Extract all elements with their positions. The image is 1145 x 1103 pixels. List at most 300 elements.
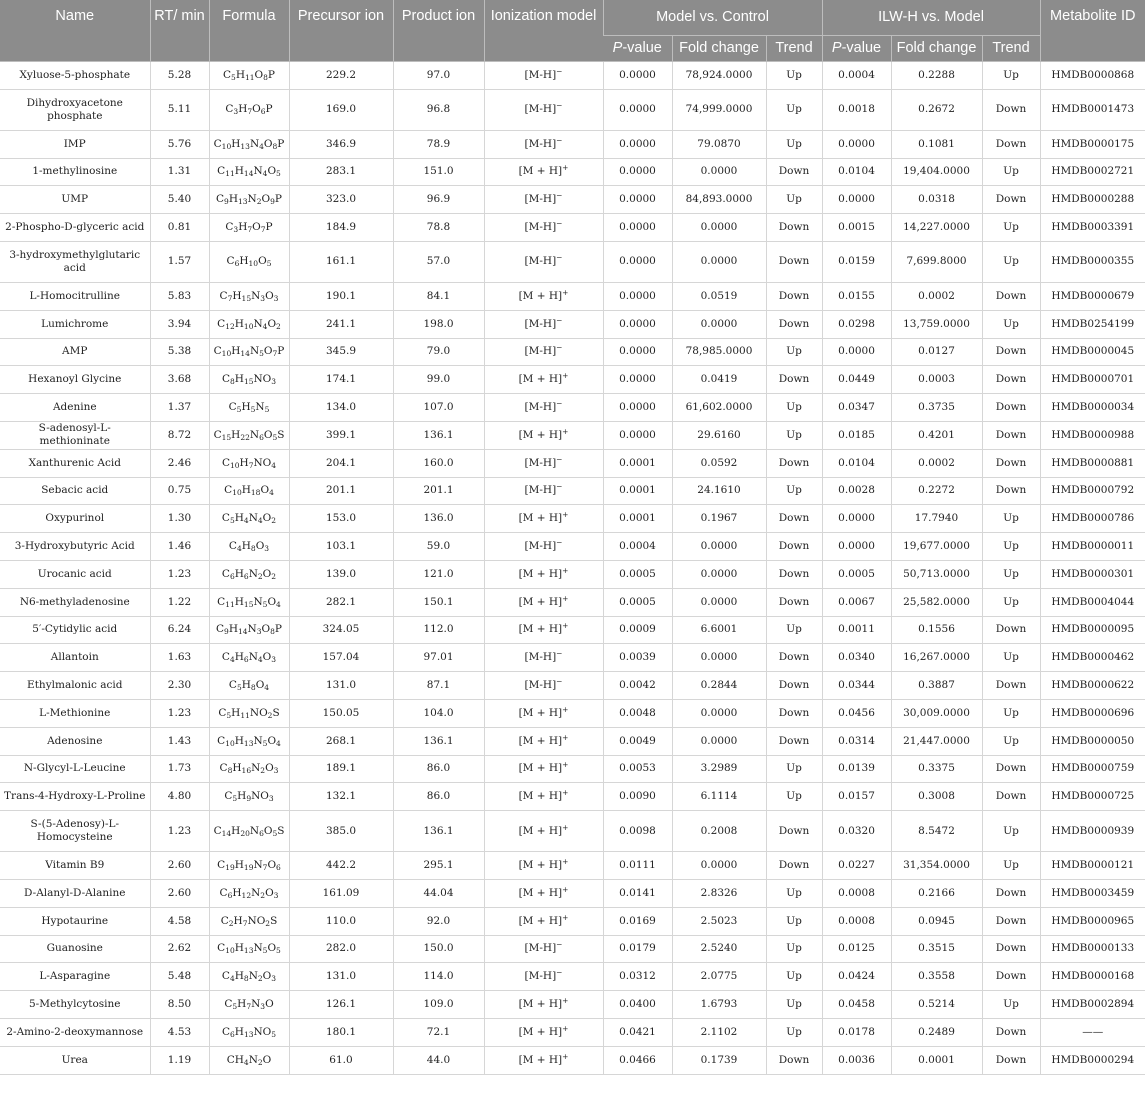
cell-trend-1: Up bbox=[766, 1018, 822, 1046]
table-row bbox=[0, 366, 1145, 394]
cell-formula: $C_{10}H_{13}N_5O_4$ bbox=[209, 727, 289, 755]
table-row bbox=[0, 310, 1145, 338]
cell-fold-change-1: 79.0870 bbox=[672, 130, 766, 158]
cell-p-value-1: 0.0049 bbox=[603, 727, 672, 755]
cell-trend-2: Down bbox=[982, 186, 1040, 214]
cell-ionization: [M + H]+ bbox=[484, 755, 603, 783]
cell-p-value-2: 0.0067 bbox=[822, 588, 891, 616]
cell-ionization: [M-H]− bbox=[484, 130, 603, 158]
cell-p-value-1: 0.0000 bbox=[603, 310, 672, 338]
cell-fold-change-2: 0.3008 bbox=[891, 783, 982, 811]
cell-trend-2: Down bbox=[982, 935, 1040, 963]
cell-ionization: [M-H]− bbox=[484, 394, 603, 422]
cell-trend-2: Up bbox=[982, 644, 1040, 672]
cell-precursor-ion: 131.0 bbox=[289, 963, 393, 991]
cell-p-value-2: 0.0159 bbox=[822, 241, 891, 282]
header-trend-2: Trend bbox=[982, 36, 1040, 62]
cell-p-value-1: 0.0048 bbox=[603, 699, 672, 727]
cell-metabolite-id: HMDB0000881 bbox=[1040, 449, 1145, 477]
cell-precursor-ion: 134.0 bbox=[289, 394, 393, 422]
cell-ionization: [M + H]+ bbox=[484, 811, 603, 852]
cell-p-value-1: 0.0042 bbox=[603, 672, 672, 700]
cell-p-value-2: 0.0000 bbox=[822, 186, 891, 214]
cell-fold-change-1: 78,985.0000 bbox=[672, 338, 766, 366]
cell-fold-change-2: 0.3887 bbox=[891, 672, 982, 700]
cell-fold-change-1: 0.0000 bbox=[672, 158, 766, 186]
table-row bbox=[0, 89, 1145, 130]
cell-name: 2-Amino-2-deoxymannose bbox=[0, 1018, 150, 1046]
cell-formula: $C_6H_{12}N_2O_3$ bbox=[209, 879, 289, 907]
cell-trend-2: Down bbox=[982, 783, 1040, 811]
cell-trend-1: Up bbox=[766, 186, 822, 214]
cell-formula: $C_4H_8O_3$ bbox=[209, 533, 289, 561]
cell-fold-change-2: 31,354.0000 bbox=[891, 852, 982, 880]
cell-rt: 1.46 bbox=[150, 533, 209, 561]
cell-rt: 1.19 bbox=[150, 1046, 209, 1074]
table-row bbox=[0, 616, 1145, 644]
cell-name: D-Alanyl-D-Alanine bbox=[0, 879, 150, 907]
cell-ionization: [M-H]− bbox=[484, 533, 603, 561]
cell-p-value-1: 0.0466 bbox=[603, 1046, 672, 1074]
cell-p-value-1: 0.0000 bbox=[603, 366, 672, 394]
cell-rt: 1.23 bbox=[150, 811, 209, 852]
cell-name: N-Glycyl-L-Leucine bbox=[0, 755, 150, 783]
table-row bbox=[0, 62, 1145, 90]
cell-ionization: [M + H]+ bbox=[484, 616, 603, 644]
cell-fold-change-2: 19,404.0000 bbox=[891, 158, 982, 186]
cell-product-ion: 104.0 bbox=[393, 699, 484, 727]
cell-p-value-2: 0.0015 bbox=[822, 214, 891, 242]
cell-p-value-1: 0.0169 bbox=[603, 907, 672, 935]
cell-ionization: [M + H]+ bbox=[484, 588, 603, 616]
cell-p-value-1: 0.0000 bbox=[603, 158, 672, 186]
table-row bbox=[0, 879, 1145, 907]
cell-p-value-2: 0.0000 bbox=[822, 130, 891, 158]
cell-trend-2: Up bbox=[982, 214, 1040, 242]
cell-trend-1: Up bbox=[766, 755, 822, 783]
cell-trend-2: Up bbox=[982, 62, 1040, 90]
cell-p-value-2: 0.0185 bbox=[822, 421, 891, 449]
cell-metabolite-id: HMDB0002721 bbox=[1040, 158, 1145, 186]
cell-ionization: [M-H]− bbox=[484, 963, 603, 991]
cell-precursor-ion: 385.0 bbox=[289, 811, 393, 852]
cell-fold-change-1: 0.0000 bbox=[672, 699, 766, 727]
cell-fold-change-2: 0.1081 bbox=[891, 130, 982, 158]
cell-formula: $C_6H_6N_2O_2$ bbox=[209, 560, 289, 588]
table-row bbox=[0, 282, 1145, 310]
table-header bbox=[0, 0, 1145, 62]
cell-fold-change-1: 0.0000 bbox=[672, 533, 766, 561]
cell-name: Vitamin B9 bbox=[0, 852, 150, 880]
cell-rt: 5.11 bbox=[150, 89, 209, 130]
cell-formula: $C_4H_8N_2O_3$ bbox=[209, 963, 289, 991]
cell-product-ion: 114.0 bbox=[393, 963, 484, 991]
cell-formula: $C_7H_{15}N_3O_3$ bbox=[209, 282, 289, 310]
cell-product-ion: 96.9 bbox=[393, 186, 484, 214]
cell-product-ion: 44.04 bbox=[393, 879, 484, 907]
cell-product-ion: 78.8 bbox=[393, 214, 484, 242]
cell-product-ion: 86.0 bbox=[393, 783, 484, 811]
cell-trend-2: Down bbox=[982, 907, 1040, 935]
cell-fold-change-1: 0.2008 bbox=[672, 811, 766, 852]
cell-ionization: [M-H]− bbox=[484, 672, 603, 700]
cell-formula: $CH_4N_2O$ bbox=[209, 1046, 289, 1074]
cell-product-ion: 57.0 bbox=[393, 241, 484, 282]
cell-name: Hexanoyl Glycine bbox=[0, 366, 150, 394]
cell-fold-change-1: 29.6160 bbox=[672, 421, 766, 449]
cell-ionization: [M + H]+ bbox=[484, 699, 603, 727]
cell-formula: $C_4H_6N_4O_3$ bbox=[209, 644, 289, 672]
cell-precursor-ion: 132.1 bbox=[289, 783, 393, 811]
cell-name: Guanosine bbox=[0, 935, 150, 963]
cell-fold-change-1: 84,893.0000 bbox=[672, 186, 766, 214]
cell-trend-1: Up bbox=[766, 130, 822, 158]
cell-product-ion: 44.0 bbox=[393, 1046, 484, 1074]
cell-trend-2: Up bbox=[982, 310, 1040, 338]
cell-precursor-ion: 126.1 bbox=[289, 991, 393, 1019]
cell-fold-change-2: 0.2489 bbox=[891, 1018, 982, 1046]
table-row bbox=[0, 421, 1145, 449]
cell-trend-1: Down bbox=[766, 852, 822, 880]
cell-fold-change-2: 50,713.0000 bbox=[891, 560, 982, 588]
cell-trend-2: Down bbox=[982, 366, 1040, 394]
cell-fold-change-1: 0.0419 bbox=[672, 366, 766, 394]
cell-fold-change-1: 0.1739 bbox=[672, 1046, 766, 1074]
table-row bbox=[0, 449, 1145, 477]
cell-precursor-ion: 282.0 bbox=[289, 935, 393, 963]
cell-trend-1: Up bbox=[766, 394, 822, 422]
cell-trend-1: Up bbox=[766, 89, 822, 130]
cell-name: Allantoin bbox=[0, 644, 150, 672]
cell-ionization: [M-H]− bbox=[484, 644, 603, 672]
cell-metabolite-id: HMDB0000701 bbox=[1040, 366, 1145, 394]
cell-metabolite-id: HMDB0000288 bbox=[1040, 186, 1145, 214]
cell-trend-1: Up bbox=[766, 616, 822, 644]
cell-trend-2: Down bbox=[982, 755, 1040, 783]
header-trend-1: Trend bbox=[766, 36, 822, 62]
cell-name: 2-Phospho-D-glyceric acid bbox=[0, 214, 150, 242]
cell-metabolite-id: HMDB0000696 bbox=[1040, 699, 1145, 727]
cell-fold-change-1: 0.0592 bbox=[672, 449, 766, 477]
cell-product-ion: 112.0 bbox=[393, 616, 484, 644]
cell-formula: $C_{15}H_{22}N_6O_5S$ bbox=[209, 421, 289, 449]
cell-fold-change-1: 0.0000 bbox=[672, 852, 766, 880]
cell-name: 5′-Cytidylic acid bbox=[0, 616, 150, 644]
cell-fold-change-2: 19,677.0000 bbox=[891, 533, 982, 561]
cell-p-value-1: 0.0000 bbox=[603, 421, 672, 449]
cell-rt: 1.57 bbox=[150, 241, 209, 282]
cell-precursor-ion: 174.1 bbox=[289, 366, 393, 394]
cell-trend-2: Up bbox=[982, 533, 1040, 561]
cell-rt: 2.30 bbox=[150, 672, 209, 700]
cell-rt: 6.24 bbox=[150, 616, 209, 644]
cell-trend-1: Down bbox=[766, 1046, 822, 1074]
cell-trend-2: Up bbox=[982, 241, 1040, 282]
cell-name: IMP bbox=[0, 130, 150, 158]
cell-ionization: [M + H]+ bbox=[484, 560, 603, 588]
cell-p-value-1: 0.0001 bbox=[603, 477, 672, 505]
cell-p-value-1: 0.0000 bbox=[603, 241, 672, 282]
cell-trend-1: Down bbox=[766, 727, 822, 755]
cell-ionization: [M + H]+ bbox=[484, 158, 603, 186]
cell-ionization: [M + H]+ bbox=[484, 505, 603, 533]
cell-precursor-ion: 169.0 bbox=[289, 89, 393, 130]
cell-fold-change-2: 0.3515 bbox=[891, 935, 982, 963]
cell-fold-change-1: 0.0000 bbox=[672, 214, 766, 242]
cell-name: S-(5-Adenosy)-L-Homocysteine bbox=[0, 811, 150, 852]
cell-fold-change-2: 0.2272 bbox=[891, 477, 982, 505]
cell-p-value-1: 0.0053 bbox=[603, 755, 672, 783]
cell-formula: $C_{10}H_7NO_4$ bbox=[209, 449, 289, 477]
cell-name: 3-Hydroxybutyric Acid bbox=[0, 533, 150, 561]
cell-name: 1-methylinosine bbox=[0, 158, 150, 186]
cell-trend-1: Up bbox=[766, 338, 822, 366]
cell-formula: $C_{10}H_{14}N_5O_7P$ bbox=[209, 338, 289, 366]
cell-fold-change-2: 0.0127 bbox=[891, 338, 982, 366]
cell-fold-change-2: 13,759.0000 bbox=[891, 310, 982, 338]
cell-product-ion: 79.0 bbox=[393, 338, 484, 366]
cell-trend-2: Down bbox=[982, 879, 1040, 907]
cell-rt: 3.94 bbox=[150, 310, 209, 338]
cell-p-value-2: 0.0458 bbox=[822, 991, 891, 1019]
cell-p-value-2: 0.0000 bbox=[822, 533, 891, 561]
cell-trend-2: Up bbox=[982, 699, 1040, 727]
cell-p-value-1: 0.0312 bbox=[603, 963, 672, 991]
cell-trend-2: Down bbox=[982, 394, 1040, 422]
cell-precursor-ion: 110.0 bbox=[289, 907, 393, 935]
cell-formula: $C_{10}H_{18}O_4$ bbox=[209, 477, 289, 505]
cell-trend-1: Up bbox=[766, 879, 822, 907]
cell-metabolite-id: HMDB0000095 bbox=[1040, 616, 1145, 644]
cell-metabolite-id: HMDB0000301 bbox=[1040, 560, 1145, 588]
cell-name: L-Asparagine bbox=[0, 963, 150, 991]
cell-rt: 1.73 bbox=[150, 755, 209, 783]
cell-trend-2: Down bbox=[982, 477, 1040, 505]
cell-fold-change-1: 2.1102 bbox=[672, 1018, 766, 1046]
cell-product-ion: 160.0 bbox=[393, 449, 484, 477]
cell-metabolite-id: HMDB0000679 bbox=[1040, 282, 1145, 310]
cell-precursor-ion: 268.1 bbox=[289, 727, 393, 755]
cell-trend-1: Up bbox=[766, 963, 822, 991]
cell-p-value-2: 0.0340 bbox=[822, 644, 891, 672]
cell-product-ion: 150.0 bbox=[393, 935, 484, 963]
cell-formula: $C_{11}H_{15}N_5O_4$ bbox=[209, 588, 289, 616]
cell-name: Adenosine bbox=[0, 727, 150, 755]
cell-precursor-ion: 346.9 bbox=[289, 130, 393, 158]
header-rt: RT/ min bbox=[150, 0, 209, 62]
header-fold-change-1: Fold change bbox=[672, 36, 766, 62]
table-row bbox=[0, 672, 1145, 700]
cell-rt: 4.80 bbox=[150, 783, 209, 811]
cell-p-value-1: 0.0000 bbox=[603, 214, 672, 242]
cell-metabolite-id: HMDB0000011 bbox=[1040, 533, 1145, 561]
cell-ionization: [M-H]− bbox=[484, 89, 603, 130]
cell-ionization: [M + H]+ bbox=[484, 282, 603, 310]
cell-fold-change-2: 0.2288 bbox=[891, 62, 982, 90]
cell-metabolite-id: HMDB0000355 bbox=[1040, 241, 1145, 282]
cell-name: L-Methionine bbox=[0, 699, 150, 727]
cell-p-value-2: 0.0004 bbox=[822, 62, 891, 90]
cell-metabolite-id: HMDB0000939 bbox=[1040, 811, 1145, 852]
cell-p-value-2: 0.0125 bbox=[822, 935, 891, 963]
cell-ionization: [M-H]− bbox=[484, 186, 603, 214]
cell-trend-2: Down bbox=[982, 421, 1040, 449]
cell-metabolite-id: HMDB0003391 bbox=[1040, 214, 1145, 242]
cell-ionization: [M-H]− bbox=[484, 214, 603, 242]
cell-metabolite-id: HMDB0000034 bbox=[1040, 394, 1145, 422]
cell-trend-1: Down bbox=[766, 241, 822, 282]
cell-rt: 5.28 bbox=[150, 62, 209, 90]
cell-p-value-2: 0.0456 bbox=[822, 699, 891, 727]
cell-p-value-2: 0.0008 bbox=[822, 907, 891, 935]
cell-fold-change-1: 0.0000 bbox=[672, 560, 766, 588]
table-row bbox=[0, 186, 1145, 214]
cell-fold-change-2: 0.3375 bbox=[891, 755, 982, 783]
cell-precursor-ion: 189.1 bbox=[289, 755, 393, 783]
cell-rt: 1.31 bbox=[150, 158, 209, 186]
cell-p-value-1: 0.0001 bbox=[603, 505, 672, 533]
cell-ionization: [M-H]− bbox=[484, 935, 603, 963]
cell-formula: $C_5H_4N_4O_2$ bbox=[209, 505, 289, 533]
cell-precursor-ion: 324.05 bbox=[289, 616, 393, 644]
cell-trend-2: Down bbox=[982, 282, 1040, 310]
cell-ionization: [M-H]− bbox=[484, 477, 603, 505]
cell-trend-1: Down bbox=[766, 282, 822, 310]
cell-fold-change-2: 17.7940 bbox=[891, 505, 982, 533]
cell-rt: 8.72 bbox=[150, 421, 209, 449]
cell-p-value-1: 0.0004 bbox=[603, 533, 672, 561]
cell-rt: 4.58 bbox=[150, 907, 209, 935]
cell-metabolite-id: HMDB0000050 bbox=[1040, 727, 1145, 755]
cell-fold-change-2: 16,267.0000 bbox=[891, 644, 982, 672]
table-body bbox=[0, 62, 1145, 1075]
cell-p-value-2: 0.0298 bbox=[822, 310, 891, 338]
cell-metabolite-id: HMDB0002894 bbox=[1040, 991, 1145, 1019]
cell-trend-1: Down bbox=[766, 310, 822, 338]
table-row bbox=[0, 214, 1145, 242]
cell-trend-2: Down bbox=[982, 963, 1040, 991]
header-product-ion: Product ion bbox=[393, 0, 484, 62]
cell-trend-2: Down bbox=[982, 616, 1040, 644]
cell-formula: $C_5H_{11}NO_2S$ bbox=[209, 699, 289, 727]
cell-fold-change-1: 0.2844 bbox=[672, 672, 766, 700]
cell-fold-change-2: 0.5214 bbox=[891, 991, 982, 1019]
cell-fold-change-2: 21,447.0000 bbox=[891, 727, 982, 755]
cell-product-ion: 107.0 bbox=[393, 394, 484, 422]
cell-ionization: [M + H]+ bbox=[484, 727, 603, 755]
cell-fold-change-1: 78,924.0000 bbox=[672, 62, 766, 90]
cell-precursor-ion: 161.1 bbox=[289, 241, 393, 282]
cell-fold-change-2: 0.4201 bbox=[891, 421, 982, 449]
cell-name: Oxypurinol bbox=[0, 505, 150, 533]
cell-trend-1: Down bbox=[766, 560, 822, 588]
cell-rt: 5.40 bbox=[150, 186, 209, 214]
cell-p-value-2: 0.0005 bbox=[822, 560, 891, 588]
cell-formula: $C_{14}H_{20}N_6O_5S$ bbox=[209, 811, 289, 852]
cell-name: Xanthurenic Acid bbox=[0, 449, 150, 477]
cell-trend-2: Up bbox=[982, 811, 1040, 852]
cell-rt: 1.23 bbox=[150, 560, 209, 588]
cell-name: Urea bbox=[0, 1046, 150, 1074]
cell-formula: $C_{19}H_{19}N_7O_6$ bbox=[209, 852, 289, 880]
cell-name: Sebacic acid bbox=[0, 477, 150, 505]
cell-rt: 8.50 bbox=[150, 991, 209, 1019]
cell-name: 5-Methylcytosine bbox=[0, 991, 150, 1019]
cell-formula: $C_3H_7O_6P$ bbox=[209, 89, 289, 130]
cell-ionization: [M + H]+ bbox=[484, 991, 603, 1019]
header-model-vs-control: Model vs. Control bbox=[603, 0, 822, 36]
cell-formula: $C_5H_{11}O_8P$ bbox=[209, 62, 289, 90]
cell-trend-1: Down bbox=[766, 449, 822, 477]
cell-rt: 2.46 bbox=[150, 449, 209, 477]
cell-metabolite-id: HMDB0000462 bbox=[1040, 644, 1145, 672]
cell-rt: 1.43 bbox=[150, 727, 209, 755]
cell-formula: $C_{10}H_{13}N_4O_8P$ bbox=[209, 130, 289, 158]
cell-fold-change-1: 2.5240 bbox=[672, 935, 766, 963]
cell-rt: 5.83 bbox=[150, 282, 209, 310]
cell-ionization: [M + H]+ bbox=[484, 783, 603, 811]
cell-fold-change-2: 0.2672 bbox=[891, 89, 982, 130]
cell-trend-1: Down bbox=[766, 158, 822, 186]
cell-precursor-ion: 204.1 bbox=[289, 449, 393, 477]
cell-trend-1: Up bbox=[766, 783, 822, 811]
cell-trend-1: Down bbox=[766, 366, 822, 394]
cell-fold-change-2: 8.5472 bbox=[891, 811, 982, 852]
cell-product-ion: 72.1 bbox=[393, 1018, 484, 1046]
cell-name: Xyluose-5-phosphate bbox=[0, 62, 150, 90]
cell-p-value-1: 0.0009 bbox=[603, 616, 672, 644]
cell-p-value-2: 0.0011 bbox=[822, 616, 891, 644]
cell-ionization: [M + H]+ bbox=[484, 421, 603, 449]
cell-formula: $C_{12}H_{10}N_4O_2$ bbox=[209, 310, 289, 338]
cell-product-ion: 151.0 bbox=[393, 158, 484, 186]
cell-p-value-1: 0.0098 bbox=[603, 811, 672, 852]
cell-formula: $C_9H_{14}N_3O_8P$ bbox=[209, 616, 289, 644]
cell-name: Dihydroxyacetone phosphate bbox=[0, 89, 150, 130]
cell-precursor-ion: 190.1 bbox=[289, 282, 393, 310]
cell-rt: 0.81 bbox=[150, 214, 209, 242]
cell-p-value-2: 0.0449 bbox=[822, 366, 891, 394]
cell-fold-change-2: 0.0945 bbox=[891, 907, 982, 935]
cell-precursor-ion: 399.1 bbox=[289, 421, 393, 449]
cell-metabolite-id: HMDB0000792 bbox=[1040, 477, 1145, 505]
cell-fold-change-2: 7,699.8000 bbox=[891, 241, 982, 282]
header-formula: Formula bbox=[209, 0, 289, 62]
cell-product-ion: 136.0 bbox=[393, 505, 484, 533]
cell-rt: 0.75 bbox=[150, 477, 209, 505]
cell-ionization: [M-H]− bbox=[484, 241, 603, 282]
cell-fold-change-1: 24.1610 bbox=[672, 477, 766, 505]
cell-fold-change-1: 61,602.0000 bbox=[672, 394, 766, 422]
cell-fold-change-1: 2.0775 bbox=[672, 963, 766, 991]
table-row bbox=[0, 699, 1145, 727]
cell-p-value-2: 0.0344 bbox=[822, 672, 891, 700]
cell-formula: $C_9H_{13}N_2O_9P$ bbox=[209, 186, 289, 214]
cell-trend-1: Up bbox=[766, 477, 822, 505]
cell-ionization: [M-H]− bbox=[484, 338, 603, 366]
cell-p-value-2: 0.0155 bbox=[822, 282, 891, 310]
cell-formula: $C_3H_7O_7P$ bbox=[209, 214, 289, 242]
cell-trend-2: Down bbox=[982, 1046, 1040, 1074]
cell-product-ion: 150.1 bbox=[393, 588, 484, 616]
cell-fold-change-1: 0.0519 bbox=[672, 282, 766, 310]
cell-product-ion: 97.01 bbox=[393, 644, 484, 672]
cell-p-value-1: 0.0141 bbox=[603, 879, 672, 907]
table-row bbox=[0, 852, 1145, 880]
cell-rt: 4.53 bbox=[150, 1018, 209, 1046]
cell-trend-1: Down bbox=[766, 644, 822, 672]
table-row bbox=[0, 560, 1145, 588]
